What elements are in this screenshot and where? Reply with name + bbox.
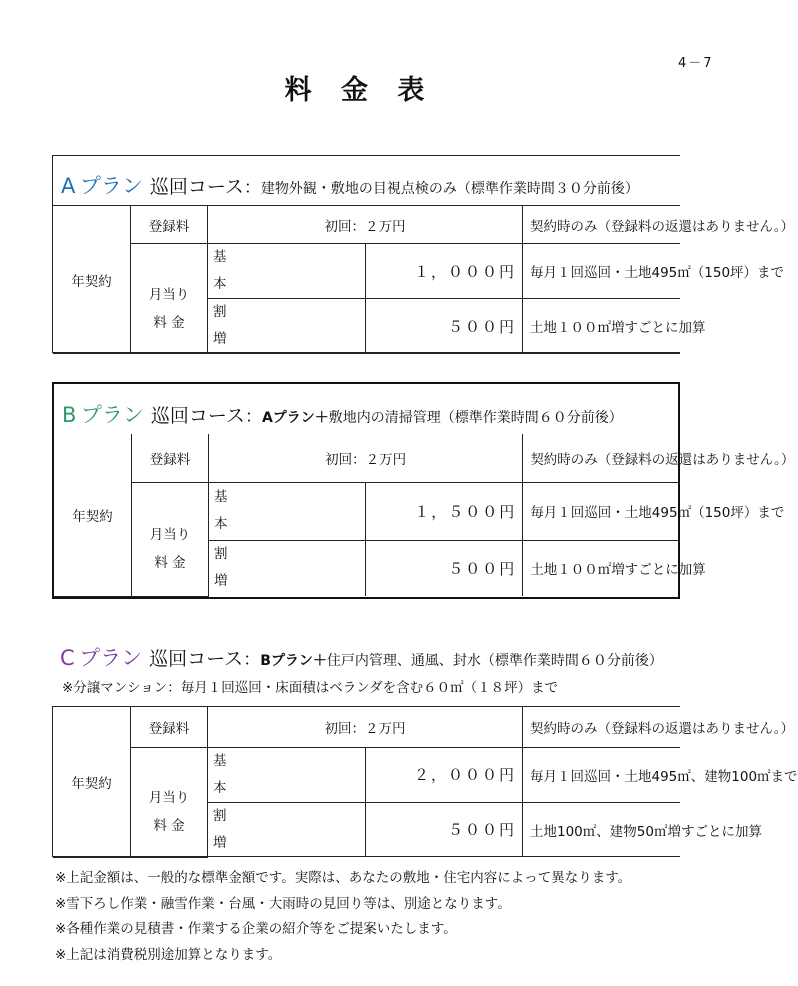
footnote-4: ※上記は消費税別途加算となります。 (55, 946, 282, 963)
plan-b-registration-fee: 初回：２万円 (209, 434, 523, 482)
plan-b-extra-fee: ５００円 (366, 540, 523, 596)
plan-b-registration-label: 登録料 (132, 434, 209, 482)
plan-c-extra-char1: 割 (213, 807, 227, 824)
plan-c-course: 巡回コース (149, 648, 244, 670)
plan-b-basic-note: 毎月１回巡回・土地495㎡（150坪）まで (523, 482, 680, 540)
plan-b-heading (62, 399, 623, 429)
plan-c-word: プラン (79, 646, 143, 670)
plan-c-extra-fee: ５００円 (365, 802, 523, 857)
plan-c-extra-note: 土地100㎡、建物50㎡増すごとに加算 (523, 802, 681, 857)
plan-b-monthly-line1: 月当り (149, 527, 191, 543)
plan-b-word: プラン (80, 403, 144, 427)
plan-c-basic-label (208, 747, 366, 802)
plan-a-monthly-line2: 料 金 (153, 314, 185, 331)
plan-c-note: ※分譲マンション：毎月１回巡回・床面積はベランダを含む６０㎡（１８坪）まで (62, 680, 559, 696)
plan-c-description-prefix: Bプラン＋ (260, 653, 327, 669)
plan-a-extra-fee: ５００円 (365, 299, 523, 354)
footnote-2: ※雪下ろし作業・融雪作業・台風・大雨時の見回り等は、別途となります。 (55, 895, 511, 912)
plan-b-extra-label (209, 540, 366, 596)
plan-b-registration-note: 契約時のみ（登録料の返還はありません。） (523, 434, 680, 482)
plan-a-monthly-line1: 月当り (148, 286, 190, 303)
plan-c-registration-label: 登録料 (131, 707, 208, 747)
plan-b-colon: ： (244, 407, 262, 427)
plan-b-letter: B (62, 403, 77, 427)
plan-c-registration-note: 契約時のみ（登録料の返還はありません。） (523, 707, 681, 747)
plan-a-monthly-label (131, 244, 208, 354)
plan-a-registration-note: 契約時のみ（登録料の返還はありません。） (523, 206, 681, 244)
page-title: 料 金 表 (284, 75, 435, 106)
plan-a-basic-label (208, 244, 366, 299)
plan-c-extra-char2: 増 (213, 834, 227, 851)
plan-b-table (54, 434, 795, 597)
plan-c-basic-note: 毎月１回巡回・土地495㎡、建物100㎡まで (523, 747, 681, 802)
plan-a-basic-note: 毎月１回巡回・土地495㎡（150坪）まで (523, 244, 681, 299)
plan-c-monthly-line1: 月当り (148, 790, 190, 806)
plan-c-section (52, 706, 798, 857)
plan-b-description-prefix: Aプラン＋ (261, 410, 329, 426)
plan-a-extra-char2: 増 (213, 331, 227, 347)
plan-b-basic-fee: １，５００円 (366, 482, 523, 540)
plan-a-table (53, 205, 795, 354)
plan-a-basic-char2: 本 (213, 276, 227, 292)
plan-c-registration-fee: 初回：２万円 (208, 707, 523, 747)
plan-a-section (52, 155, 795, 353)
plan-a-letter: A (61, 174, 76, 198)
plan-b-description: 敷地内の清掃管理（標準作業時間６０分前後） (328, 410, 623, 426)
plan-c-monthly-line2: 料 金 (153, 818, 185, 834)
plan-b-course: 巡回コース (150, 405, 245, 427)
footnote-3: ※各種作業の見積書・作業する企業の紹介等をご提案いたします。 (55, 921, 457, 937)
plan-b-monthly-line2: 料 金 (154, 555, 186, 571)
plan-a-annual-label: 年契約 (53, 206, 131, 354)
plan-c-basic-char2: 本 (213, 779, 227, 796)
plan-b-basic-char2: 本 (214, 516, 228, 532)
plan-c-description: 住戸内管理、通風、封水（標準作業時間６０分前後） (326, 653, 663, 669)
plan-a-colon: ： (243, 178, 261, 198)
plan-c-basic-char1: 基 (213, 752, 227, 769)
plan-a-extra-label (208, 299, 366, 354)
plan-a-heading (61, 170, 639, 200)
plan-b-section (52, 382, 795, 599)
plan-b-annual-label: 年契約 (54, 434, 132, 596)
plan-a-extra-char1: 割 (213, 304, 227, 320)
plan-a-basic-fee: １，０００円 (365, 244, 523, 299)
plan-c-basic-fee: ２，０００円 (365, 747, 523, 802)
plan-c-heading (60, 642, 663, 672)
plan-a-course: 巡回コース (149, 176, 244, 198)
plan-c-colon: ： (243, 650, 261, 670)
plan-b-extra-char1: 割 (214, 546, 228, 563)
plan-a-basic-char1: 基 (213, 249, 227, 265)
plan-b-basic-label (209, 482, 366, 540)
plan-c-extra-label (208, 802, 366, 857)
plan-c-monthly-label (131, 747, 208, 857)
plan-c-table (53, 707, 798, 858)
page-number: 4－7 (678, 56, 714, 71)
footnotes (55, 866, 631, 968)
plan-b-extra-note: 土地１００㎡増すごとに加算 (523, 540, 680, 596)
plan-b-basic-char1: 基 (214, 489, 228, 505)
plan-c-letter: C (60, 646, 75, 670)
plan-a-word: プラン (79, 174, 143, 198)
plan-c-annual-label: 年契約 (53, 707, 131, 857)
plan-b-extra-char2: 増 (214, 573, 228, 590)
plan-a-description: 建物外観・敷地の目視点検のみ（標準作業時間３０分前後） (260, 181, 639, 197)
plan-a-registration-label: 登録料 (131, 206, 208, 244)
footnote-1: ※上記金額は、一般的な標準金額です。実際は、あなたの敷地・住宅内容によって異なります。 (55, 870, 632, 886)
plan-b-monthly-label (132, 482, 209, 596)
plan-a-registration-fee: 初回：２万円 (208, 206, 523, 244)
plan-a-extra-note: 土地１００㎡増すごとに加算 (523, 299, 681, 354)
